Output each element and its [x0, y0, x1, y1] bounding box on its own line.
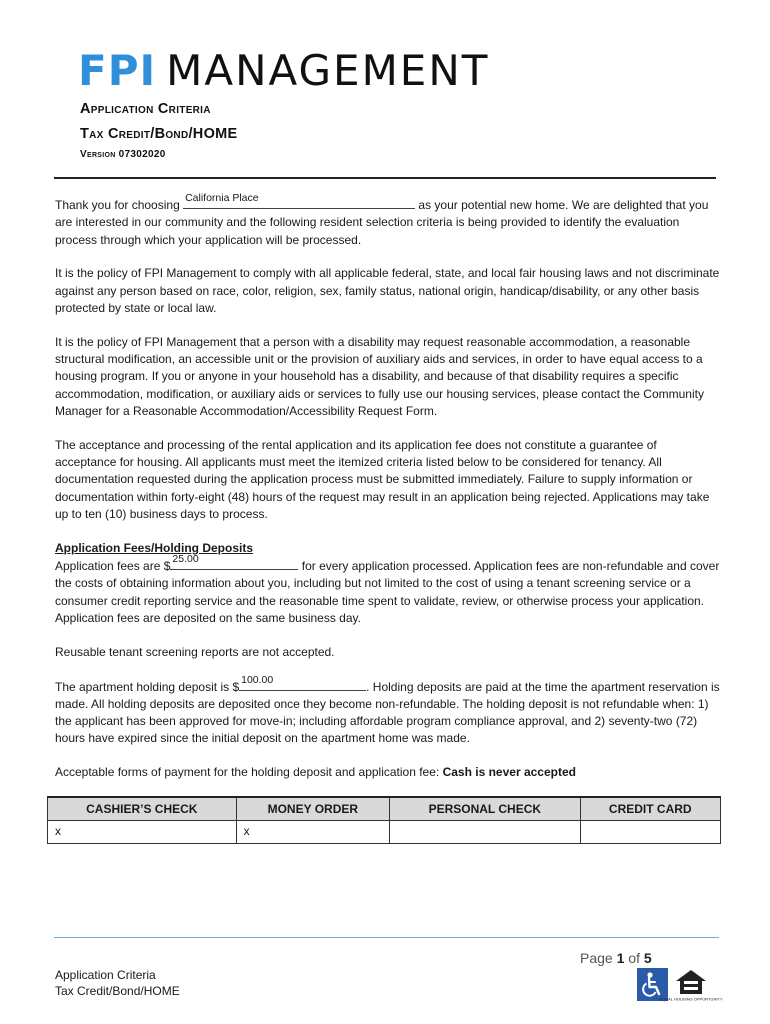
- logo-management: MANAGEMENT: [166, 46, 490, 95]
- doc-subtitle: Tax Credit/Bond/HOME: [80, 126, 238, 142]
- fees-heading: Application Fees/Holding Deposits: [55, 540, 254, 555]
- fair-housing-paragraph: It is the policy of FPI Management to comply with all applicable federal, state, and local fair housing laws and not discriminate against any person based on race, color, religion, sex, family status, national origin, handicap/disability, or any other basis protected by state or local law.: [55, 266, 720, 315]
- eho-caption: EQUAL HOUSING OPPORTUNITY: [659, 996, 723, 1002]
- payment-methods-table: [47, 796, 721, 844]
- deposit-paragraph: [55, 673, 720, 748]
- header-cashiers-check: CASHIER’S CHECK: [48, 797, 237, 820]
- holding-deposit-value: 100.00: [241, 673, 274, 686]
- application-fee-value: 25.00: [172, 553, 199, 566]
- footer-line-2: Tax Credit/Bond/HOME: [55, 984, 180, 998]
- holding-deposit-field[interactable]: [239, 673, 366, 691]
- payment-paragraph: [55, 764, 720, 781]
- equal-housing-opportunity-icon: [659, 967, 723, 1003]
- header-personal-check: PERSONAL CHECK: [390, 797, 580, 820]
- application-fee-field[interactable]: [170, 553, 298, 570]
- table-header-row: [48, 797, 721, 820]
- company-logo: [78, 46, 490, 95]
- current-page: 1: [616, 950, 625, 966]
- logo-fpi: FPI: [78, 46, 157, 95]
- intro-text-pre: Thank you for choosing: [55, 198, 184, 212]
- money-order-cell[interactable]: x: [236, 820, 390, 843]
- header-money-order: MONEY ORDER: [236, 797, 390, 820]
- page-number: [580, 950, 652, 966]
- intro-paragraph: [55, 192, 720, 249]
- deposit-text-post: . Holding deposits are paid at the time the apartment reservation is made. All holding deposits are deposited once they become non-refundable. The holding deposit is not refundable when: 1) the applicant has been approved for move-in; including affordable program compliance approval, and 2) seventy-two (72) hours have expired since the initial deposit on the apartment home was made.: [55, 679, 720, 746]
- doc-version: Version 07302020: [80, 149, 166, 160]
- table-row: [48, 820, 721, 843]
- deposit-text-pre: The apartment holding deposit is $: [55, 679, 240, 694]
- cashiers-check-cell[interactable]: x: [48, 820, 237, 843]
- header-divider: [54, 177, 716, 179]
- page-label: Page: [580, 950, 617, 966]
- payment-intro: Acceptable forms of payment for the holding deposit and application fee:: [55, 765, 443, 780]
- acceptance-paragraph: The acceptance and processing of the rental application and its application fee does not constitute a guarantee of acceptance for housing. All applicants must meet the itemized criteria listed below to be considered for tenancy. All documentation requested during the application process must be submitted immediately. Failure to supply information or documentation within forty-eight (48) hours of the request may result in an application being rejected. Applications may take up to ten (10) business days to process.: [55, 437, 710, 521]
- fees-paragraph: [55, 540, 720, 627]
- footer-line-1: Application Criteria: [55, 968, 156, 982]
- property-name-field[interactable]: [183, 192, 415, 209]
- fees-text-pre: Application fees are $: [55, 559, 171, 574]
- personal-check-cell[interactable]: [390, 820, 580, 843]
- document-body: [55, 192, 720, 798]
- property-name-value: California Place: [185, 192, 259, 204]
- footer-doc-title: [55, 967, 180, 999]
- header-credit-card: CREDIT CARD: [580, 797, 720, 820]
- no-cash-note: Cash is never accepted: [442, 765, 576, 780]
- credit-card-cell[interactable]: [580, 820, 720, 843]
- page-of: of: [624, 950, 644, 966]
- reusable-paragraph: Reusable tenant screening reports are not accepted.: [55, 644, 335, 659]
- fees-text-post: for every application processed. Application fees are non-refundable and cover the costs of obtaining information about you, including but not limited to the cost of using a tenant screening service or a consumer credit reporting service and the reasonable time spent to validate, review, or otherwise process your application. Application fees are deposited on the same business day.: [55, 559, 720, 625]
- total-pages: 5: [643, 950, 652, 966]
- doc-title: Application Criteria: [80, 101, 211, 117]
- accommodation-paragraph: It is the policy of FPI Management that a person with a disability may request reasonable accommodation, a reasonable structural modification, an accessible unit or the provision of auxiliary aids and services, in order to have equal access to a housing program. If you or anyone in your household has a disability, and because of that disability requires a specific accommodation, modification, or auxiliary aids or services to fully use our housing services, please contact the Community Manager for a Reasonable Accommodation/Accessibility Request Form.: [55, 334, 704, 418]
- intro-text-post: as your potential new home. We are delighted that you are interested in our community and the following resident selection criteria is being provided to identify the evaluation process through which your application will be processed.: [55, 198, 709, 247]
- footer-divider: [54, 937, 719, 938]
